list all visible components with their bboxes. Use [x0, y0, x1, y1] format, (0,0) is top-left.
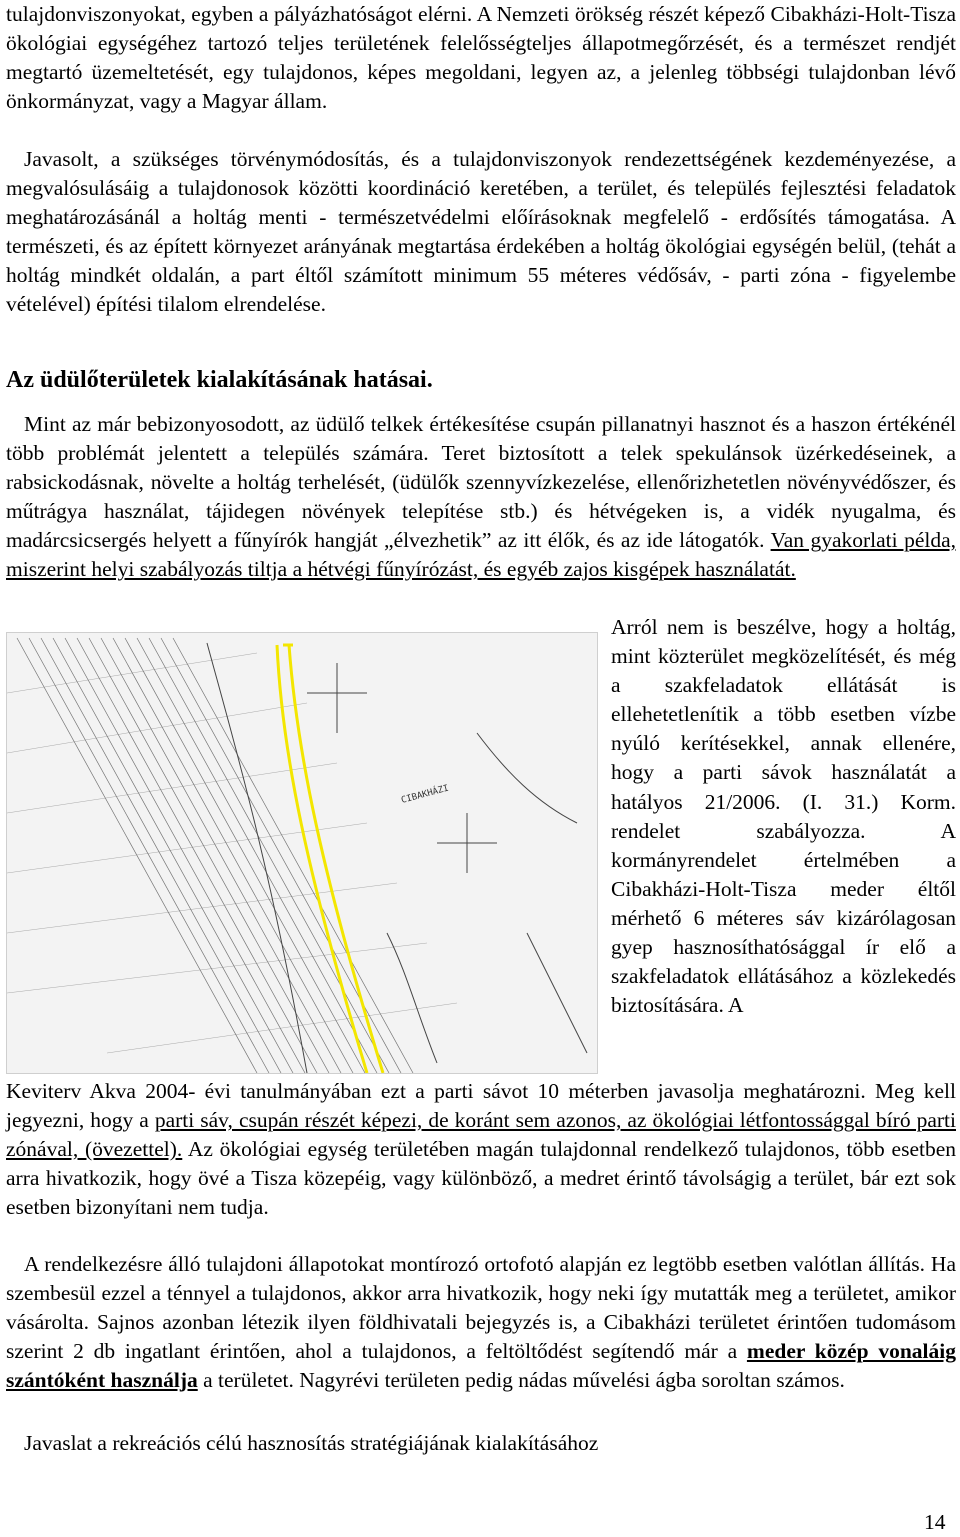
- map-label: CIBAKHÁZI: [400, 783, 450, 806]
- paragraph-5: A rendelkezésre álló tulajdoni állapotokat montírozó ortofotó alapján ez legtöbb esetben valótlan állítás. Ha szembesül ezzel a ténnyel a tulajdonos, akkor arra hivatkozik, hogy neki így mutatták meg a területet, amikor vásárolta. Sajnos azonban létezik ilyen földhivatali bejegyzés is, a Cibakházi területet érintően tudomásom szerint 2 db ingatlant érintően, ahol a tulajdonos, a feltöltődést segítendő már a meder közép vonaláig szántóként használja a területet. Nagyrévi területen pedig nádas művelési ágba soroltan számos.: [6, 1252, 956, 1392]
- next-section-line: Javaslat a rekreációs célú hasznosítás stratégiájának kialakításához: [24, 1431, 599, 1455]
- bold-underlined-phrase: meder közép vonaláig szántóként használja: [6, 1339, 956, 1392]
- page-number: 14: [924, 1510, 946, 1534]
- paragraph-3: Mint az már bebizonyosodott, az üdülő telkek értékesítése csupán pillanatnyi hasznot és a haszon értékénél több problémát jelentett a település számára. Teret biztosított a telek spekulánsok üzérkedéseinek, a rabsickodásnak, növelte a holtág terhelését, (üdülők szennyvízkezelése, ellenőrizhetetlen növényvédőszer, és műtrágya használat, tájidegen növények telepítése stb.) és hétvégeken is, a vidék nyugalma, és madárcsicsergés helyett a fűnyírók hangját „élvezhetik” az itt élők, és az ide látogatók. Van gyakorlati példa, miszerint helyi szabályozás tiltja a hétvégi fűnyírózást, és egyéb zajos kisgépek használatát.: [6, 412, 956, 581]
- cadastral-map-figure: [6, 632, 598, 1074]
- underlined-example: Van gyakorlati példa, miszerint helyi szabályozás tiltja a hétvégi fűnyírózást, és egyéb zajos kisgépek használatát.: [6, 528, 956, 581]
- section-heading: Az üdülőterületek kialakításának hatásai.: [6, 367, 433, 393]
- paragraph-1: tulajdonviszonyokat, egyben a pályázhatóságot elérni. A Nemzeti örökség részét képező Cibakházi-Holt-Tisza ökológiai egységéhez tartozó teljes területének felelősségteljes állapotmegőrzését, és a természet rendjét megtartó üzemeltetését, egy tulajdonos, képes megoldani, legyen az, a jelenleg többségi tulajdonban lévő önkormányzat, vagy a Magyar állam.: [6, 2, 956, 113]
- paragraph-2: Javasolt, a szükséges törvénymódosítás, és a tulajdonviszonyok rendezettségének kezdeményezése, a megvalósulásáig a tulajdonosok közötti koordináció keretében, a terület, és település fejlesztési feladatok meghatározásánál a holtág menti - természetvédelmi előírásoknak megfelelő - erdősítés támogatása. A természeti, és az épített környezet arányának megtartása érdekében a holtág ökológiai egységén belül, (tehát a holtág mindkét oldalán, a part éltől számított minimum 55 méteres védősáv, - parti zóna - figyelembe vételével) építési tilalom elrendelése.: [6, 147, 956, 316]
- underlined-parti-zona: parti sáv, csupán részét képezi, de koránt sem azonos, az ökológiai létfontossággal bíró parti zónával, (övezettel).: [6, 1108, 956, 1161]
- map-drawing: [7, 633, 597, 1073]
- side-paragraph: Arról nem is beszélve, hogy a holtág, mint közterület megközelítését, és még a szakfeladatok ellátását is ellehetetlenítik a több esetben vízbe nyúló kerítésekkel, annak ellenére, hogy a parti sávok használatát a hatályos 21/2006. (I. 31.) Korm. rendelet szabályozza. A kormányrendelet értelmében a Cibakházi-Holt-Tisza meder éltől mérhető 6 méteres sáv kizárólagosan gyep hasznosíthatósággal ír elő a szakfeladatok ellátásához a közlekedés biztosítására. A: [611, 615, 956, 1018]
- paragraph-4: Keviterv Akva 2004- évi tanulmányában ezt a parti sávot 10 méterben javasolja meghatározni. Meg kell jegyezni, hogy a parti sáv, csupán részét képezi, de koránt sem azonos, az ökológiai létfontossággal bíró parti zónával, (övezettel). Az ökológiai egység területében magán tulajdonnal rendelkező tulajdonos, több esetben arra hivatkozik, hogy övé a Tisza közepéig, vagy különböző, a medret érintő távolságig a terület, bár ezt sok esetben bizonyítani nem tudja.: [6, 1079, 956, 1219]
